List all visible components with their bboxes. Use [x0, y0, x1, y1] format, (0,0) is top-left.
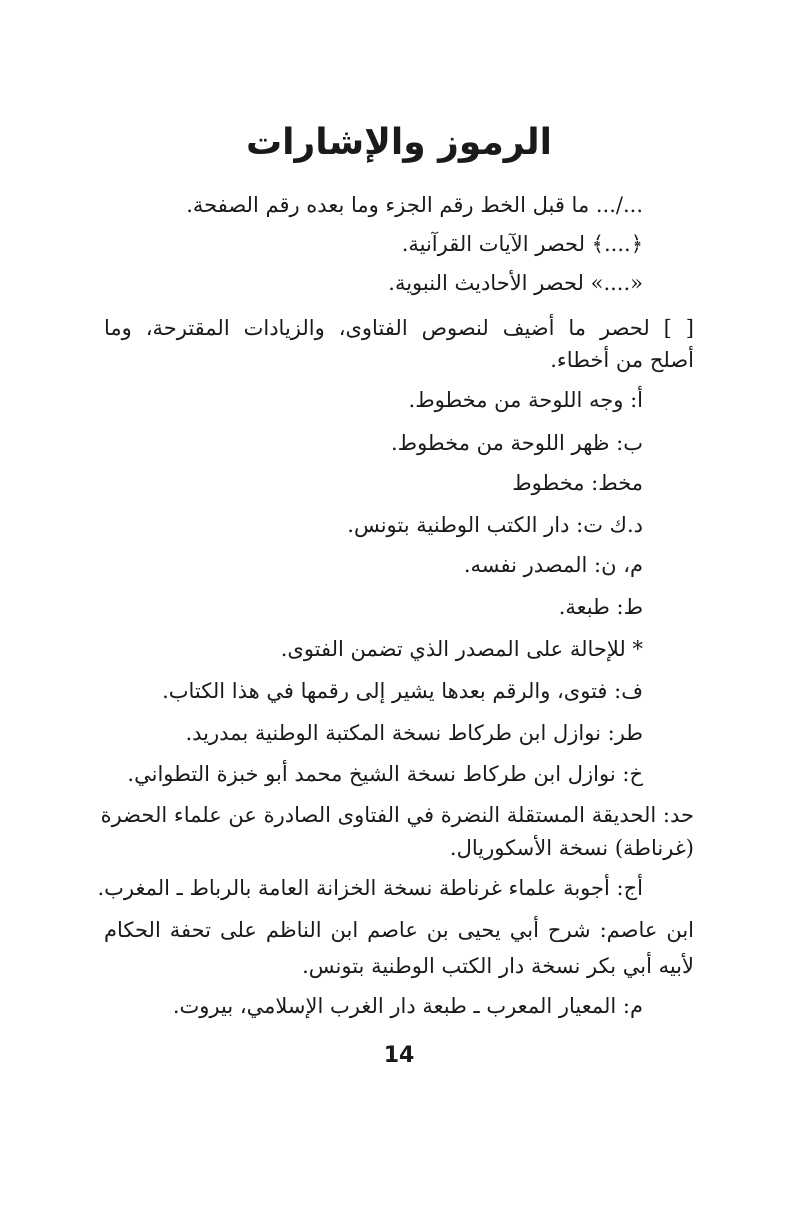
legend-line-hadith: «....» لحصر الأحاديث النبوية. [388, 271, 643, 295]
legend-line-fatwa: ف: فتوى، والرقم بعدها يشير إلى رقمها في هذا الكتاب. [162, 679, 643, 703]
legend-line-ibn-asim: ابن عاصم: شرح أبي يحيى بن عاصم ابن الناظم على تحفة الحكام [104, 918, 694, 942]
legend-line-same-source: م، ن: المصدر نفسه. [463, 553, 643, 577]
legend-line-madrid: طر: نوازل ابن طركاط نسخة المكتبة الوطنية بمدريد. [185, 721, 643, 745]
legend-line-page-ref: .../... ما قبل الخط رقم الجزء وما بعده رقم الصفحة. [186, 193, 643, 217]
legend-line-hadiqa-cont: (غرناطة) نسخة الأسكوريال. [449, 836, 694, 860]
page-number: 14 [383, 1043, 415, 1068]
legend-line-brackets-cont: أصلح من أخطاء. [550, 348, 694, 372]
legend-line-tunis-library: د.ك ت: دار الكتب الوطنية بتونس. [347, 513, 643, 537]
legend-line-ibn-asim-cont: لأبيه أبي بكر نسخة دار الكتب الوطنية بتونس. [302, 954, 694, 978]
legend-line-hadiqa: حد: الحديقة المستقلة النضرة في الفتاوى الصادرة عن علماء الحضرة [100, 803, 694, 827]
page-title: الرموز والإشارات [245, 122, 553, 163]
legend-line-miyar: م: المعيار المعرب ـ طبعة دار الغرب الإسلامي، بيروت. [172, 994, 643, 1018]
legend-line-recto: أ: وجه اللوحة من مخطوط. [408, 388, 643, 412]
legend-line-tetouani: خ: نوازل ابن طركاط نسخة الشيخ محمد أبو خبزة التطواني. [127, 762, 643, 786]
legend-line-quran: ﴿....﴾ لحصر الآيات القرآنية. [401, 232, 643, 256]
legend-line-manuscript: مخط: مخطوط [512, 471, 643, 495]
legend-line-verso: ب: ظهر اللوحة من مخطوط. [390, 431, 643, 455]
legend-line-brackets: [ ] لحصر ما أضيف لنصوص الفتاوى، والزيادات المقترحة، وما [104, 316, 694, 340]
legend-line-asterisk: * للإحالة على المصدر الذي تضمن الفتوى. [280, 637, 643, 661]
legend-line-edition: ط: طبعة. [558, 595, 643, 619]
legend-line-granada: أج: أجوبة علماء غرناطة نسخة الخزانة العامة بالرباط ـ المغرب. [97, 876, 643, 900]
